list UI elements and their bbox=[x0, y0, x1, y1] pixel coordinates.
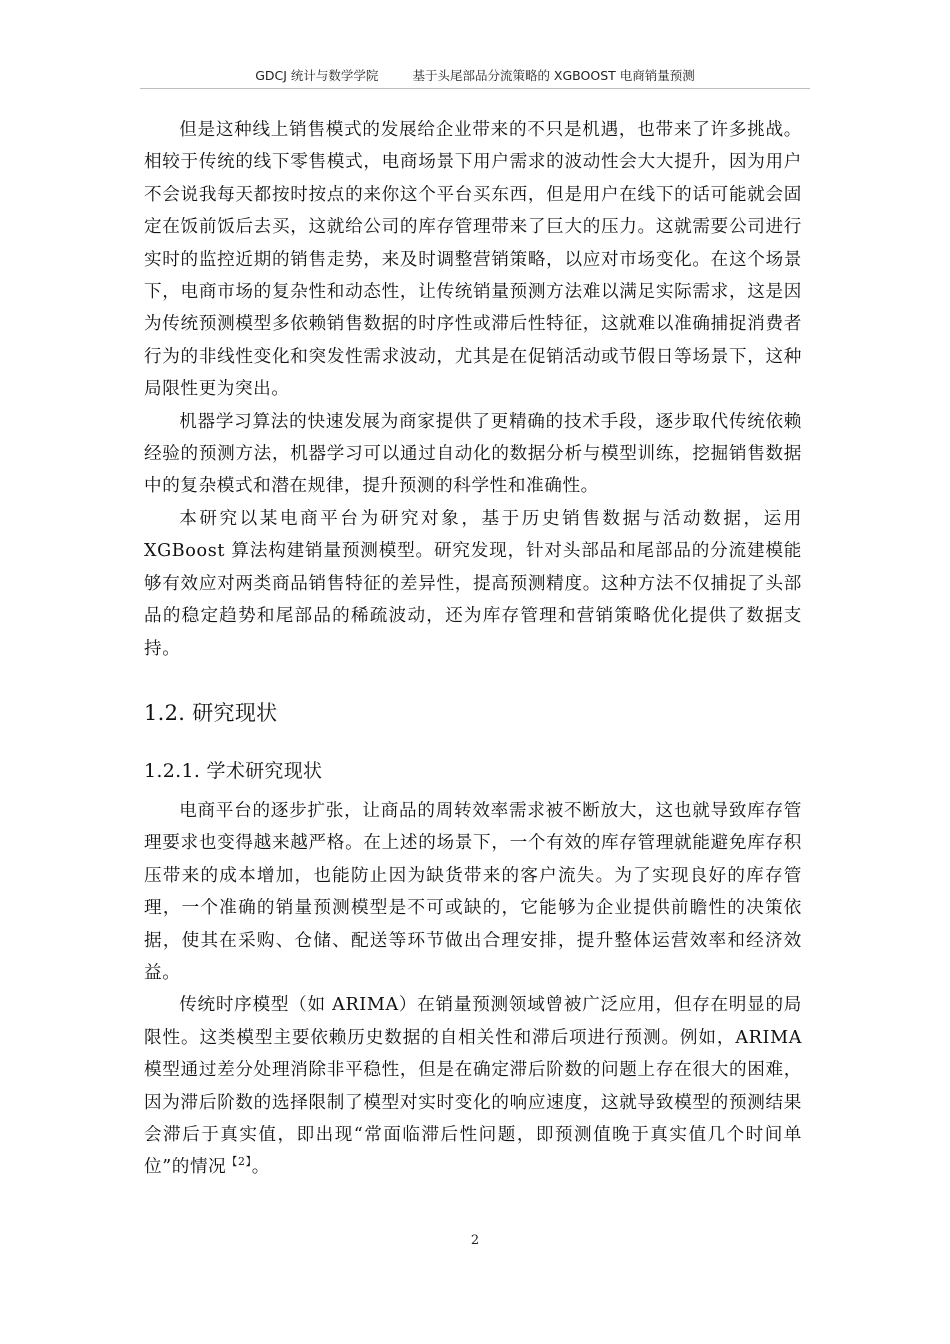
paragraph-5-end: 。 bbox=[251, 1157, 270, 1178]
paragraph-2: 机器学习算法的快速发展为商家提供了更精确的技术手段，逐步取代传统依赖经验的预测方法，机器学习可以通过自动化的数据分析与模型训练，挖掘销售数据中的复杂模式和潜在规律，提升预测的科学性和准确性。 bbox=[144, 411, 802, 497]
paragraph-1: 但是这种线上销售模式的发展给企业带来的不只是机遇，也带来了许多挑战。相较于传统的线下零售模式，电商场景下用户需求的波动性会大大提升，因为用户不会说我每天都按时按点的来你这个平台买东西，但是用户在线下的话可能就会固定在饭前饭后去买，这就给公司的库存管理带来了巨大的压力。这就需要公司进行实时的监控近期的销售走势，来及时调整营销策略，以应对市场变化。在这个场景下，电商市场的复杂性和动态性，让传统销量预测方法难以满足实际需求，这是因为传统预测模型多依赖销售数据的时序性或滞后性特征，这就难以准确捕捉消费者行为的非线性变化和突发性需求波动，尤其是在促销活动或节假日等场景下，这种局限性更为突出。 bbox=[144, 120, 802, 400]
running-header bbox=[140, 66, 810, 84]
header-title: 基于头尾部品分流策略的 XGBOOST 电商销量预测 bbox=[412, 68, 695, 83]
subsection-heading: 1.2.1. 学术研究现状 bbox=[144, 759, 323, 782]
page-number: 2 bbox=[470, 1233, 480, 1248]
main-text bbox=[144, 114, 802, 1184]
section-heading: 1.2. 研究现状 bbox=[144, 700, 278, 725]
header-institution: GDCJ 统计与数学学院 bbox=[255, 68, 379, 83]
paragraph-3: 本研究以某电商平台为研究对象，基于历史销售数据与活动数据，运用XGBoost 算法构建销量预测模型。研究发现，针对头部品和尾部品的分流建模能够有效应对两类商品销售特征的差异性，提高预测精度。这种方法不仅捕捉了头部品的稳定趋势和尾部品的稀疏波动，还为库存管理和营销策略优化提供了数据支持。 bbox=[144, 508, 802, 659]
paragraph-5 bbox=[144, 989, 802, 1183]
paragraph-4: 电商平台的逐步扩张，让商品的周转效率需求被不断放大，这也就导致库存管理要求也变得越来越严格。在上述的场景下，一个有效的库存管理就能避免库存积压带来的成本增加，也能防止因为缺货带来的客户流失。为了实现良好的库存管理，一个准确的销量预测模型是不可或缺的，它能够为企业提供前瞻性的决策依据，使其在采购、仓储、配送等环节做出合理安排，提升整体运营效率和经济效益。 bbox=[144, 800, 802, 983]
header-rule bbox=[140, 88, 810, 89]
paragraph-5-text: 传统时序模型（如 ARIMA）在销量预测领域曾被广泛应用，但存在明显的局限性。这类模型主要依赖历史数据的自相关性和滞后项进行预测。例如，ARIMA 模型通过差分处理消除非平稳性，但是在确定滞后阶数的问题上存在很大的困难，因为滞后阶数的选择限制了模型对实时变化的响应速度，这就导致模型的预测结果会滞后于真实值，即出现“常面临滞后性问题，即预测值晚于真实值几个时间单位”的情况 bbox=[144, 995, 802, 1178]
citation-ref[interactable]: 【2】 bbox=[226, 1155, 252, 1169]
